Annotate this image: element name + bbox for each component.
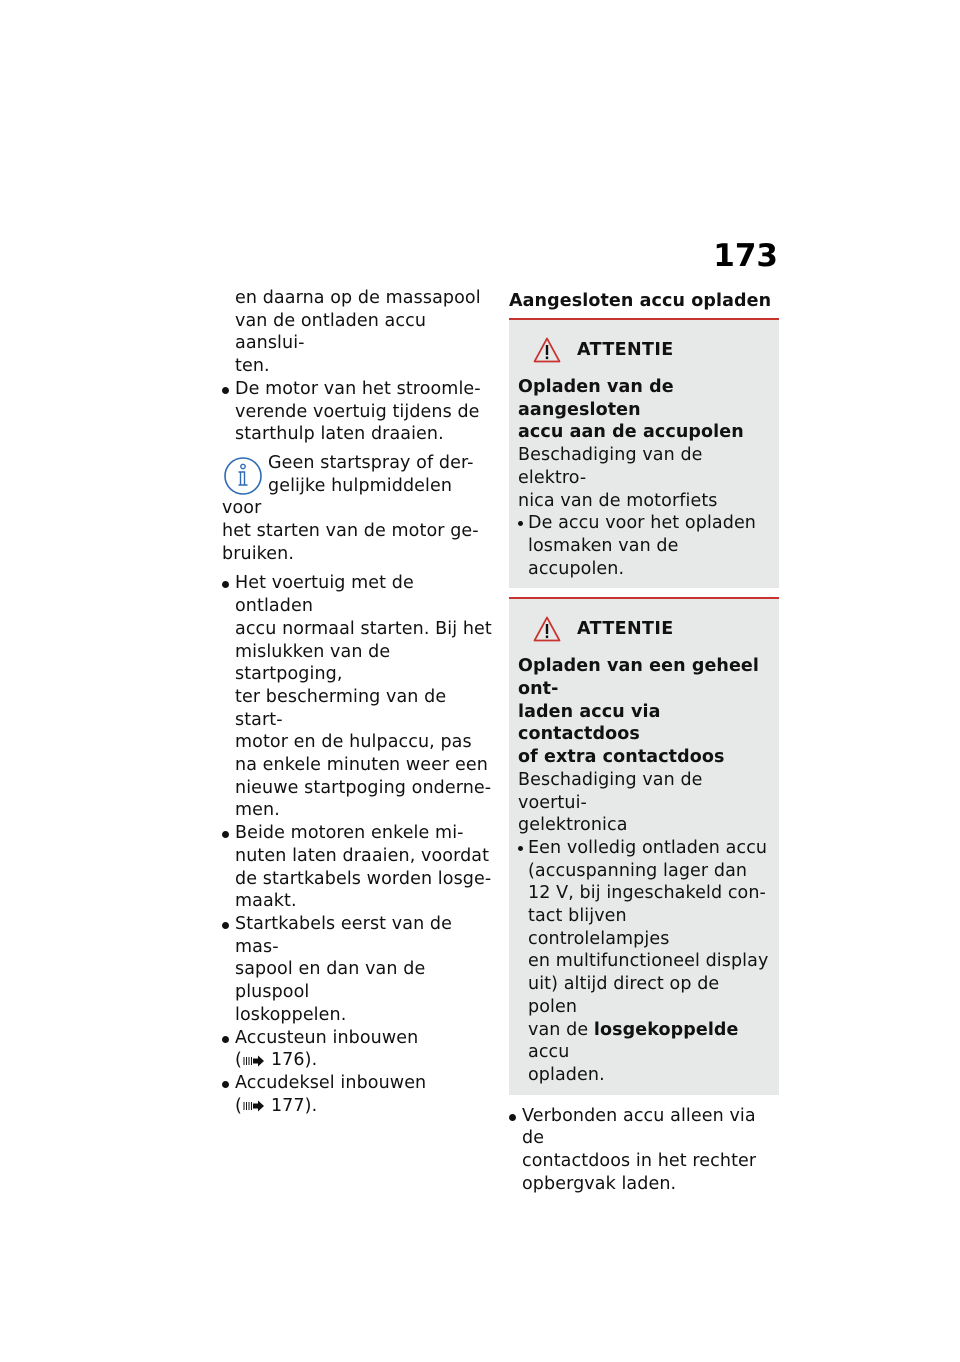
bullet-dot bbox=[222, 581, 229, 588]
warning-triangle-icon bbox=[533, 616, 561, 642]
text-line: (accuspanning lager dan bbox=[528, 860, 748, 881]
text-fragment: van de bbox=[528, 1019, 594, 1040]
arrow-ref-icon bbox=[243, 1055, 265, 1067]
list-item bbox=[222, 572, 494, 822]
text-line: 12 V, bij ingeschakeld con- bbox=[528, 883, 766, 904]
list-item bbox=[509, 1105, 779, 1196]
notice-body bbox=[518, 444, 770, 512]
text-line: bruiken. bbox=[222, 543, 294, 564]
reference-page: 177). bbox=[270, 1095, 318, 1116]
open-paren: ( bbox=[235, 1095, 242, 1116]
text-line: Beide motoren enkele mi- bbox=[235, 823, 464, 844]
text-line: accu aan de accupolen bbox=[518, 422, 744, 443]
text-line: tact blijven controlelampjes bbox=[528, 906, 670, 949]
text-line: ter bescherming van de start- bbox=[235, 686, 447, 730]
bullet-dot bbox=[509, 1114, 516, 1121]
divider bbox=[509, 588, 779, 597]
text-line: Beschadiging van de elektro- bbox=[518, 445, 703, 488]
list-item bbox=[518, 512, 770, 580]
info-note bbox=[222, 452, 494, 566]
list-item bbox=[222, 1027, 494, 1072]
text-line: Opladen van de aangesloten bbox=[518, 377, 674, 420]
text-line: opbergvak laden. bbox=[522, 1173, 677, 1194]
info-icon bbox=[223, 456, 263, 496]
text-line: De motor van het stroomle- bbox=[235, 378, 481, 399]
list-item bbox=[222, 822, 494, 913]
left-column bbox=[222, 287, 494, 1117]
text-line: gelijke hulpmiddelen voor bbox=[222, 475, 453, 519]
text-line: en daarna op de massapool bbox=[235, 288, 481, 308]
text-line: nieuwe startpoging onderne- bbox=[235, 777, 492, 798]
text-fragment: accu bbox=[528, 1042, 570, 1063]
bullet-dot bbox=[222, 1036, 229, 1043]
text-line: Accudeksel inbouwen bbox=[235, 1072, 427, 1093]
list-item bbox=[222, 1072, 494, 1117]
continued-paragraph bbox=[222, 287, 494, 378]
text-line: contactdoos in het rechter bbox=[522, 1151, 757, 1172]
text-line: Het voertuig met de ontladen bbox=[235, 573, 414, 617]
text-line: verende voertuig tijdens de bbox=[235, 401, 480, 422]
page-reference[interactable] bbox=[235, 1049, 317, 1072]
notice-title bbox=[518, 376, 770, 444]
open-paren: ( bbox=[235, 1050, 242, 1071]
text-line: gelektronica bbox=[518, 815, 628, 836]
text-line: maakt. bbox=[235, 891, 297, 912]
text-line: laden accu via contactdoos bbox=[518, 701, 661, 745]
text-line: ten. bbox=[235, 356, 270, 377]
text-line: nuten laten draaien, voordat bbox=[235, 845, 490, 866]
bullet-dot bbox=[222, 1081, 229, 1088]
text-line: loskoppelen. bbox=[235, 1004, 347, 1025]
text-line: nica van de motorfiets bbox=[518, 490, 718, 511]
text-line: en multifunctioneel display bbox=[528, 951, 769, 972]
text-line: van de ontladen accu aanslui- bbox=[235, 310, 427, 354]
page-reference[interactable] bbox=[235, 1095, 317, 1118]
bullet-dot bbox=[222, 831, 229, 838]
text-line: Startkabels eerst van de mas- bbox=[235, 913, 452, 957]
reference-page: 176). bbox=[270, 1050, 318, 1071]
notice-header bbox=[518, 330, 770, 370]
text-line: men. bbox=[235, 800, 280, 821]
text-line bbox=[528, 1019, 770, 1064]
text-line: na enkele minuten weer een bbox=[235, 755, 488, 776]
bullet-dot bbox=[518, 846, 523, 851]
text-line: Geen startspray of der- bbox=[268, 452, 474, 473]
text-line: Een volledig ontladen accu bbox=[528, 837, 768, 858]
notice-body bbox=[518, 769, 770, 837]
attention-notice bbox=[509, 320, 779, 588]
text-line: uit) altijd direct op de polen bbox=[528, 974, 720, 1017]
right-column bbox=[509, 287, 779, 1196]
notice-label: ATTENTIE bbox=[577, 618, 674, 639]
text-line: mislukken van de startpoging, bbox=[235, 641, 391, 685]
page-number: 173 bbox=[713, 238, 778, 274]
text-line: Accusteun inbouwen bbox=[235, 1027, 419, 1048]
text-line: losmaken van de accupolen. bbox=[528, 535, 679, 579]
text-line: Opladen van een geheel ont- bbox=[518, 656, 760, 700]
attention-notice bbox=[509, 597, 779, 1094]
notice-title bbox=[518, 655, 770, 769]
text-line: het starten van de motor ge- bbox=[222, 521, 479, 542]
notice-label: ATTENTIE bbox=[577, 339, 674, 360]
text-line: De accu voor het opladen bbox=[528, 513, 757, 534]
notice-header bbox=[518, 609, 770, 649]
warning-triangle-icon bbox=[533, 337, 561, 363]
list-item bbox=[518, 837, 770, 1087]
bullet-dot bbox=[222, 387, 229, 394]
text-line: de startkabels worden losge- bbox=[235, 868, 492, 889]
emphasized-text: losgekoppelde bbox=[593, 1019, 739, 1040]
arrow-ref-icon bbox=[243, 1100, 265, 1112]
text-line: Beschadiging van de voertui- bbox=[518, 769, 703, 813]
text-line: accu normaal starten. Bij het bbox=[235, 618, 492, 639]
text-line: opladen. bbox=[528, 1064, 605, 1085]
bullet-dot bbox=[518, 521, 523, 526]
section-title: Aangesloten accu opladen bbox=[509, 290, 779, 320]
list-item bbox=[222, 378, 494, 446]
text-line: Verbonden accu alleen via de bbox=[522, 1105, 756, 1149]
text-line: motor en de hulpaccu, pas bbox=[235, 732, 472, 753]
list-item bbox=[222, 913, 494, 1027]
text-line: sapool en dan van de pluspool bbox=[235, 959, 426, 1003]
text-line: of extra contactdoos bbox=[518, 747, 725, 768]
bullet-dot bbox=[222, 922, 229, 929]
text-line: starthulp laten draaien. bbox=[235, 424, 444, 445]
